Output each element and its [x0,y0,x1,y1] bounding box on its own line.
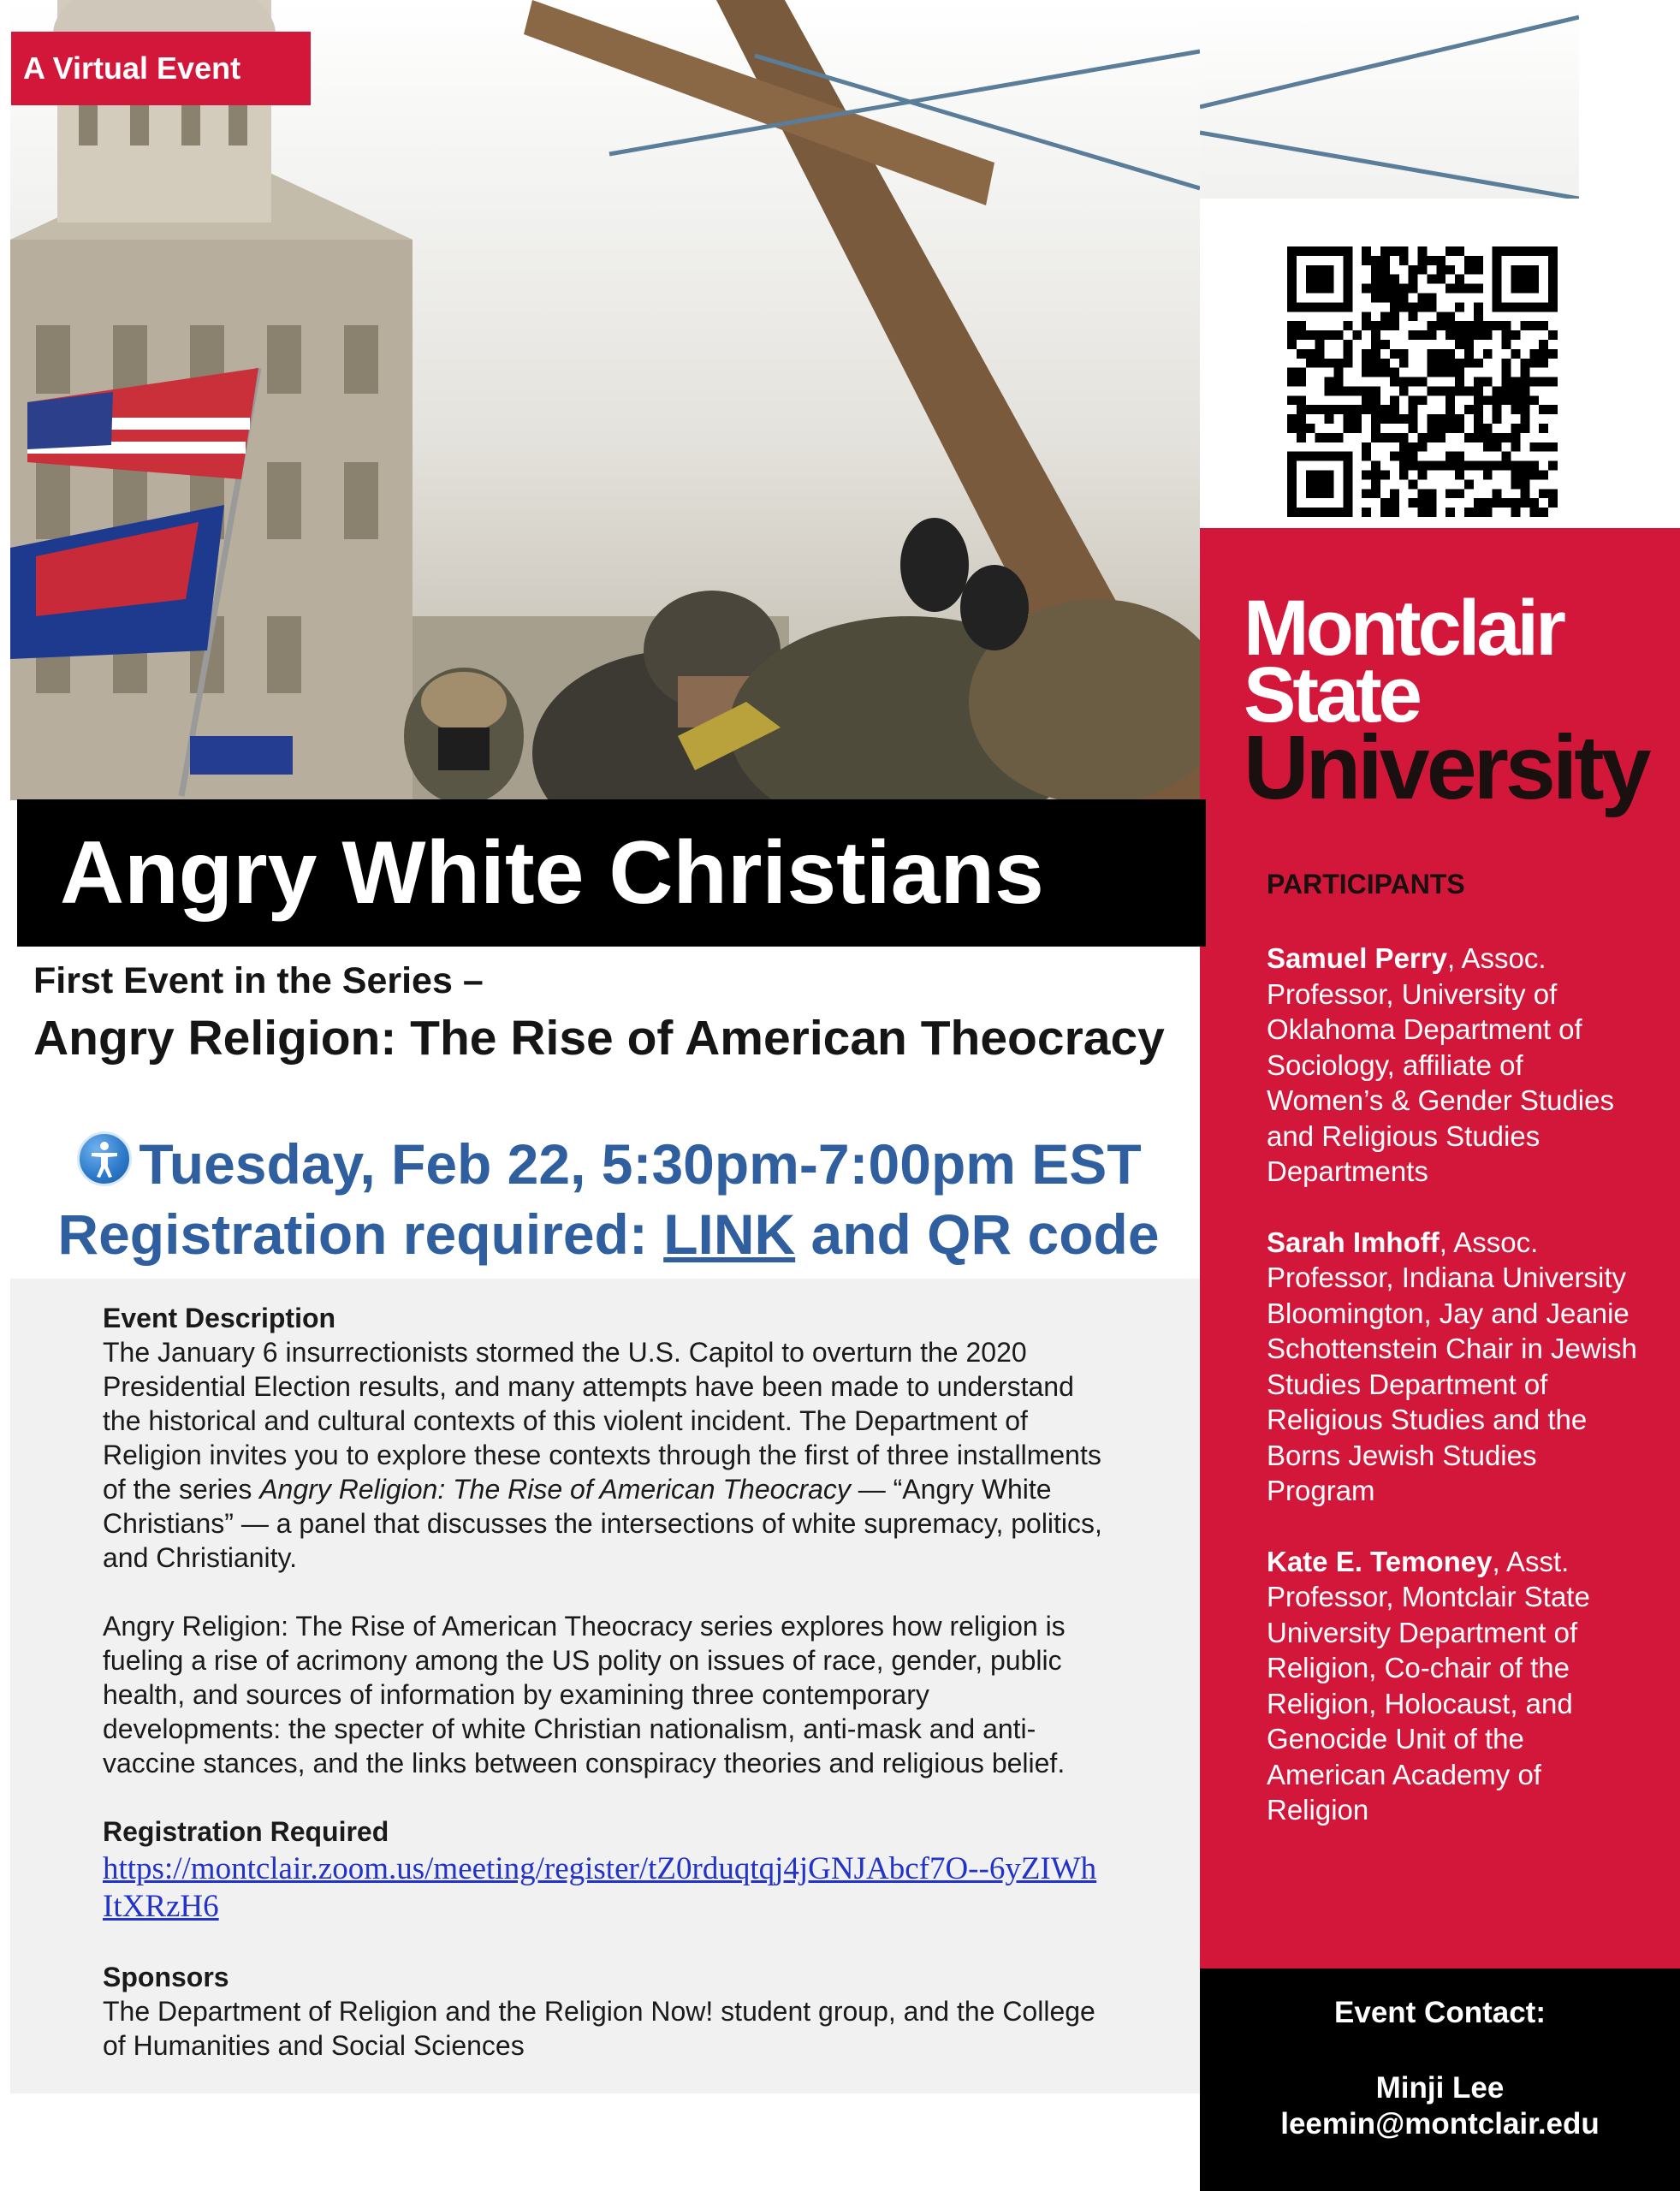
sponsors-text: The Department of Religion and the Religion Now! student group, and the College of Humanities and Social Sciences [103,1996,1095,2061]
series-name: Angry Religion: The Rise of American Theocracy [33,1011,1165,1066]
participant-item: Sarah Imhoff, Assoc. Professor, Indiana University Bloomington, Jay and Jeanie Schottenstein Chair in Jewish Studies Department of Religious Studies and the Borns Jewish Studies Program [1267,1226,1637,1506]
series-intro: First Event in the Series – [33,960,484,1001]
university-logo: Montclair State University [1244,585,1648,818]
sponsors-heading: Sponsors [103,1962,229,1992]
event-date: Tuesday, Feb 22, 5:30pm-7:00pm EST [139,1132,1142,1196]
participant-item: Samuel Perry, Assoc. Professor, University of Oklahoma Department of Sociology, affiliate of Women’s & Gender Studies and Religious Studies Departments [1267,942,1614,1187]
photo-sky [1200,0,1579,199]
description-content [103,1301,1104,2063]
description-heading: Event Description [103,1303,336,1333]
virtual-event-badge: A Virtual Event [11,32,311,105]
registration-prefix: Registration required: [57,1202,664,1266]
description-paragraph-1: The January 6 insurrectionists stormed the U.S. Capitol to overturn the 2020 Presidential Election results, and many attempts have been made to understand the historical and cultural contexts of this violent incident. The Department of Religion invites you to explore these contexts through the first of three installments of the series Angry Religion: The Rise of American Theocracy — “Angry White Christians” — a panel that discusses the intersections of white supremacy, politics, and Christianity. [103,1337,1102,1573]
contact-title: Event Contact: [1334,1996,1546,2029]
event-title: Angry White Christians [17,799,1206,947]
registration-link[interactable]: LINK [663,1202,796,1266]
description-paragraph-2: Angry Religion: The Rise of American Theocracy series explores how religion is fueling a rise of acrimony among the US polity on issues of race, gender, public health, and sources of information by examining three contemporary developments: the specter of white Christian nationalism, anti-mask and anti-vaccine stances, and the links between conspiracy theories and religious belief. [103,1611,1066,1778]
event-photo [10,0,1200,800]
registration-heading: Registration Required [103,1816,389,1847]
contact-name: Minji Lee [1375,2071,1505,2105]
zoom-registration-link[interactable]: https://montclair.zoom.us/meeting/register/tZ0rduqtqj4jGNJAbcf7O--6yZIWhItXRzH6 [103,1851,1097,1924]
registration-line [10,1202,1207,1267]
participant-item: Kate E. Temoney, Asst. Professor, Montclair State University Department of Religion, Co-chair of the Religion, Holocaust, and Genocide Unit of the American Academy of Religion [1267,1545,1590,1826]
contact-email[interactable]: leemin@montclair.edu [1280,2107,1600,2141]
registration-suffix: and QR code [795,1202,1160,1266]
participants-list [1267,941,1643,1863]
participants-heading: PARTICIPANTS [1267,869,1465,900]
qr-code[interactable] [1287,246,1558,517]
event-contact-box [1200,1968,1680,2191]
